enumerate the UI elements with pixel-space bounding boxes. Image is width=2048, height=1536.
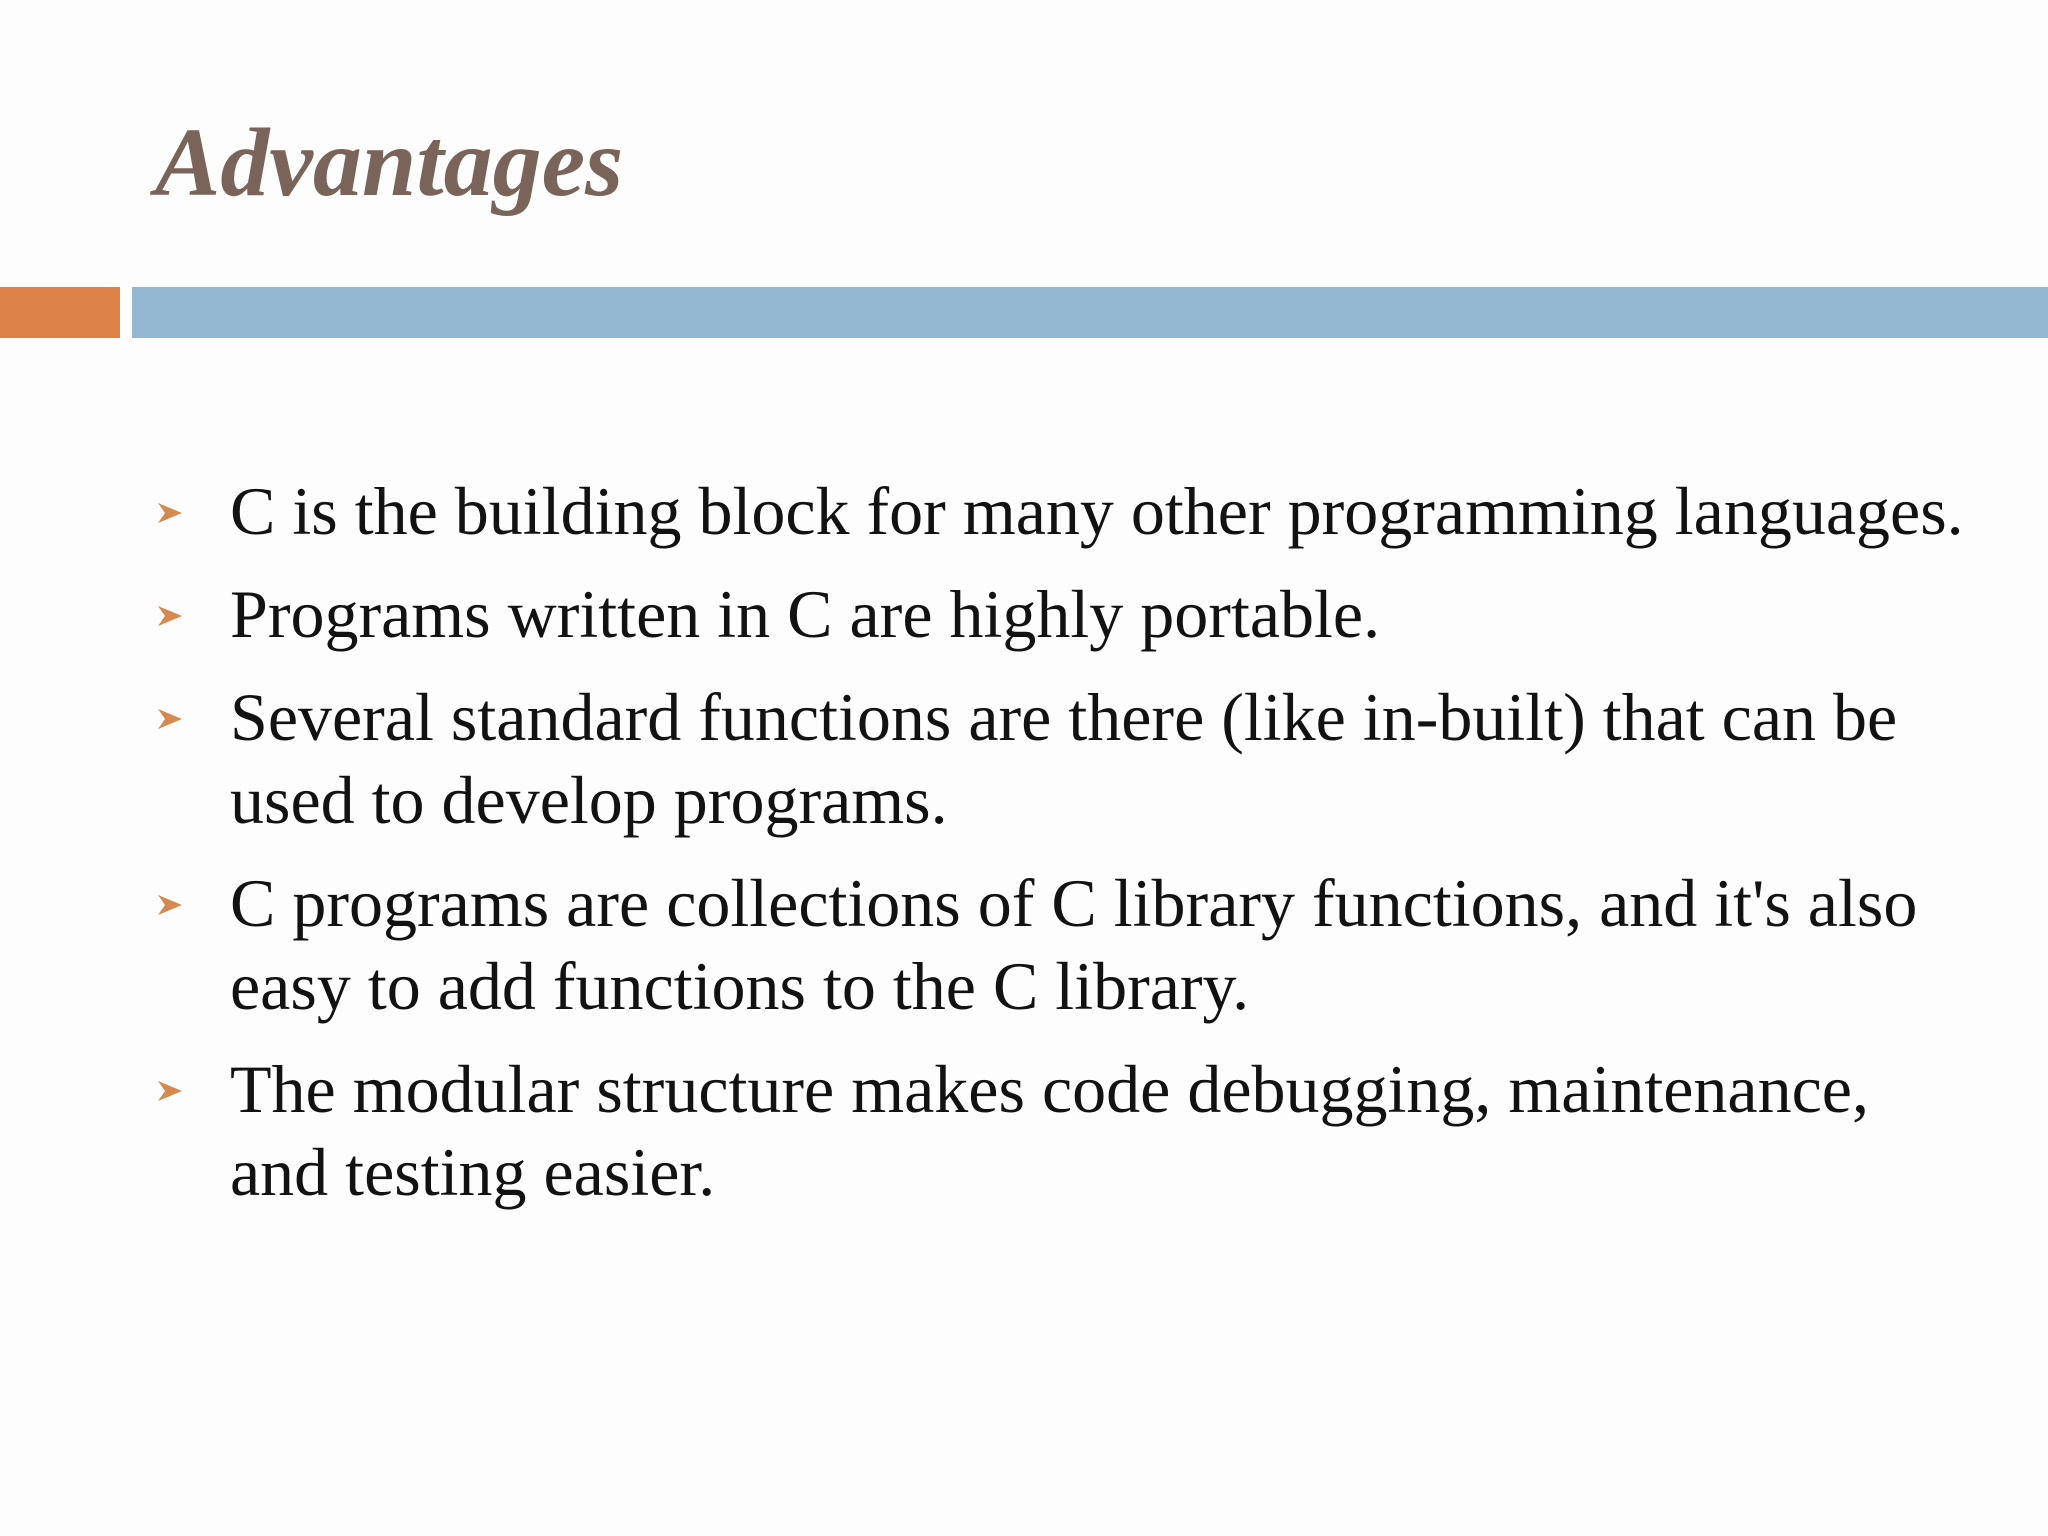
arrowhead-bullet-icon — [155, 601, 185, 631]
arrowhead-bullet-icon — [155, 498, 185, 528]
bullet-item — [155, 862, 1975, 1028]
bullet-text: The modular structure makes code debugging, maintenance, and testing easier. — [230, 1051, 1869, 1210]
bullet-item — [155, 676, 1975, 842]
slide-title: Advantages — [155, 109, 624, 217]
bullet-list — [155, 470, 1975, 1234]
bullet-text: Several standard functions are there (like in-built) that can be used to develop programs. — [230, 679, 1898, 838]
accent-bar-orange — [0, 287, 120, 338]
bullet-text: C is the building block for many other programming languages. — [230, 473, 1964, 549]
bullet-item — [155, 1048, 1975, 1214]
bullet-text: Programs written in C are highly portable. — [230, 576, 1381, 652]
arrowhead-bullet-icon — [155, 1076, 185, 1106]
bullet-item — [155, 573, 1975, 656]
arrowhead-bullet-icon — [155, 890, 185, 920]
bullet-item — [155, 470, 1975, 553]
arrowhead-bullet-icon — [155, 704, 185, 734]
bullet-text: C programs are collections of C library functions, and it's also easy to add functions to the C library. — [230, 865, 1918, 1024]
accent-bar-blue — [132, 287, 2048, 338]
